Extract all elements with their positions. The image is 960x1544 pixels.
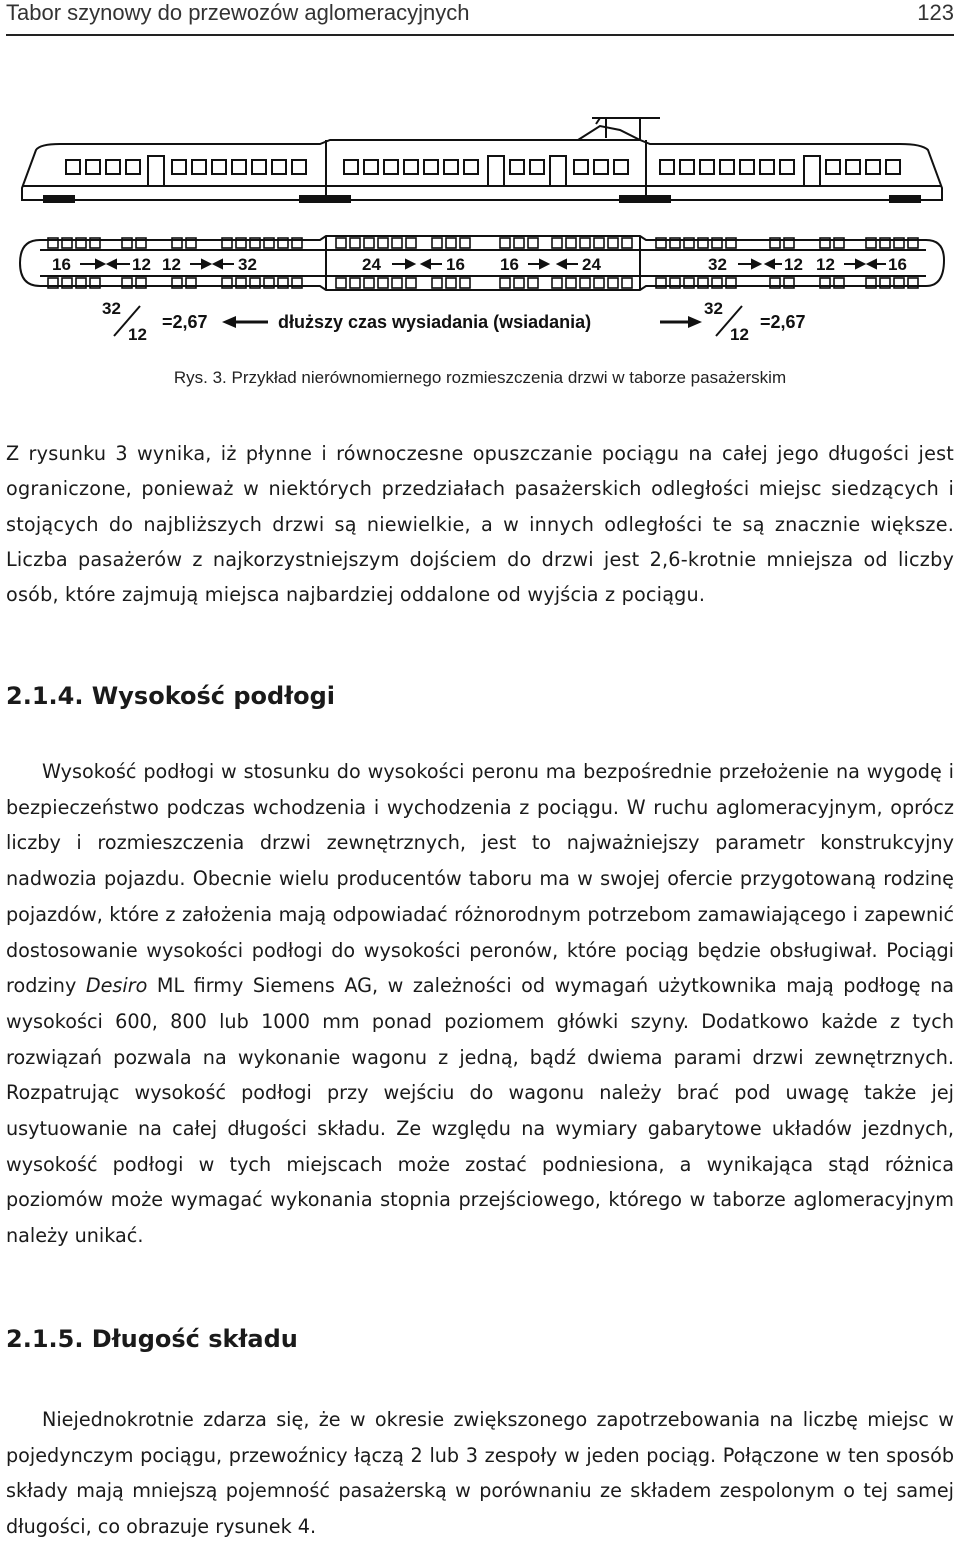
paragraph-2-part-b: ML firmy Siemens AG, w zależności od wymagań użytkownika mają podłogę na wysokości 600, 800 lub 1000 mm ponad poziomem główki szyny. Dodatkowo każde z tych rozwiązań pozwala na wykonanie wagonu z jedną, bądź dwiema parami drzwi zewnętrznych. Rozpatrując wysokość podłogi przy wejściu do wagonu należy brać pod uwagę także jej usytuowanie na całej długości składu. Ze względu na wymiary gabarytowe układów jezdnych, wysokość podłogi w tych miejscach może zostać podniesiona, a wynikająca stąd różnica poziomów może wymagać wykonania stopnia przejściowego, którego w taborze aglomeracyjnym należy unikać. [6, 974, 954, 1248]
paragraph-3-text: Niejednokrotnie zdarza się, że w okresie zwiększonego zapotrzebowania na liczbę miejsc w pojedynczym pociągu, przewoźnicy łączą 2 lub 3 zespoły w jeden pociąg. Połączone w ten sposób składy mają mniejszą pojemność pasażerską w porównaniu ze składem zespolonym o tej samej długości, co obrazuje rysunek 4. [6, 1408, 954, 1538]
segment-label: 16 [52, 255, 71, 274]
paragraph-2-italic: Desiro [85, 974, 148, 998]
paragraph-3 [6, 1402, 954, 1544]
segment-label: 16 [446, 255, 465, 274]
ratio-row [102, 299, 806, 344]
paragraph-2 [6, 754, 954, 1254]
door [550, 156, 566, 186]
segment-label: 12 [132, 255, 151, 274]
ratio-left-value: =2,67 [162, 312, 208, 332]
segment-label: 32 [708, 255, 727, 274]
segment-label: 24 [362, 255, 381, 274]
door [804, 156, 820, 186]
segment-label: 12 [816, 255, 835, 274]
right-arrow-icon [660, 316, 702, 328]
paragraph-2-part-a: Wysokość podłogi w stosunku do wysokości peronu ma bezpośrednie przełożenie na wygodę i bezpieczeństwo podczas wchodzenia i wychodzenia z pociągu. W ruchu aglomeracyjnym, oprócz liczby i rozmieszczenia drzwi zewnętrznych, jest to najważniejszy parametr konstrukcyjny nadwozia pojazdu. Obecnie wielu producentów taboru ma w swojej ofercie przygotowaną rodzinę pojazdów, które z założenia mają odpowiadać różnorodnym potrzebom zamawiającego i zapewnić dostosowanie wysokości podłogi do wysokości peronów, które pociąg będzie obsługiwał. Pociągi rodziny [6, 760, 954, 998]
header-title: Tabor szynowy do przewozów aglomeracyjnych [6, 0, 470, 25]
window-row [66, 160, 900, 174]
ratio-left-numerator: 32 [102, 299, 121, 318]
door [148, 156, 164, 186]
ratio-right-denominator: 12 [730, 325, 749, 344]
left-arrow-icon [222, 316, 268, 328]
train-plan-view [20, 236, 944, 290]
center-label: dłuższy czas wysiadania (wsiadania) [278, 312, 592, 332]
ratio-left-denominator: 12 [128, 325, 147, 344]
ratio-right-numerator: 32 [704, 299, 723, 318]
segment-arrows [80, 260, 886, 268]
train-side-view [22, 118, 942, 202]
segment-label: 12 [162, 255, 181, 274]
paragraph-1: Z rysunku 3 wynika, iż płynne i równoczesne opuszczanie pociągu na całej jego długości jest ograniczone, ponieważ w niektórych przedziałach pasażerskich odległości miejsc siedzących i stojących do najbliższych drzwi są niewielkie, a w innych odległości te są znacznie większe. Liczba pasażerów z najkorzystniejszym dojściem do drzwi jest 2,6-krotnie mniejsza od liczby osób, które zajmują miejsca najbardziej oddalone od wyjścia z pociągu. [6, 442, 954, 607]
section-heading-2-1-4: 2.1.4. Wysokość podłogi [6, 682, 336, 710]
running-header [6, 0, 954, 36]
figure-caption: Rys. 3. Przykład nierównomiernego rozmieszczenia drzwi w taborze pasażerskim [173, 368, 787, 387]
segment-label: 32 [238, 255, 257, 274]
page-number: 123 [917, 0, 954, 25]
segment-label: 16 [500, 255, 519, 274]
segment-label: 24 [582, 255, 601, 274]
door [488, 156, 504, 186]
train-door-diagram [0, 100, 960, 360]
section-heading-2-1-5: 2.1.5. Długość składu [6, 1325, 298, 1353]
segment-label: 12 [784, 255, 803, 274]
segment-label: 16 [888, 255, 907, 274]
ratio-right-value: =2,67 [760, 312, 806, 332]
